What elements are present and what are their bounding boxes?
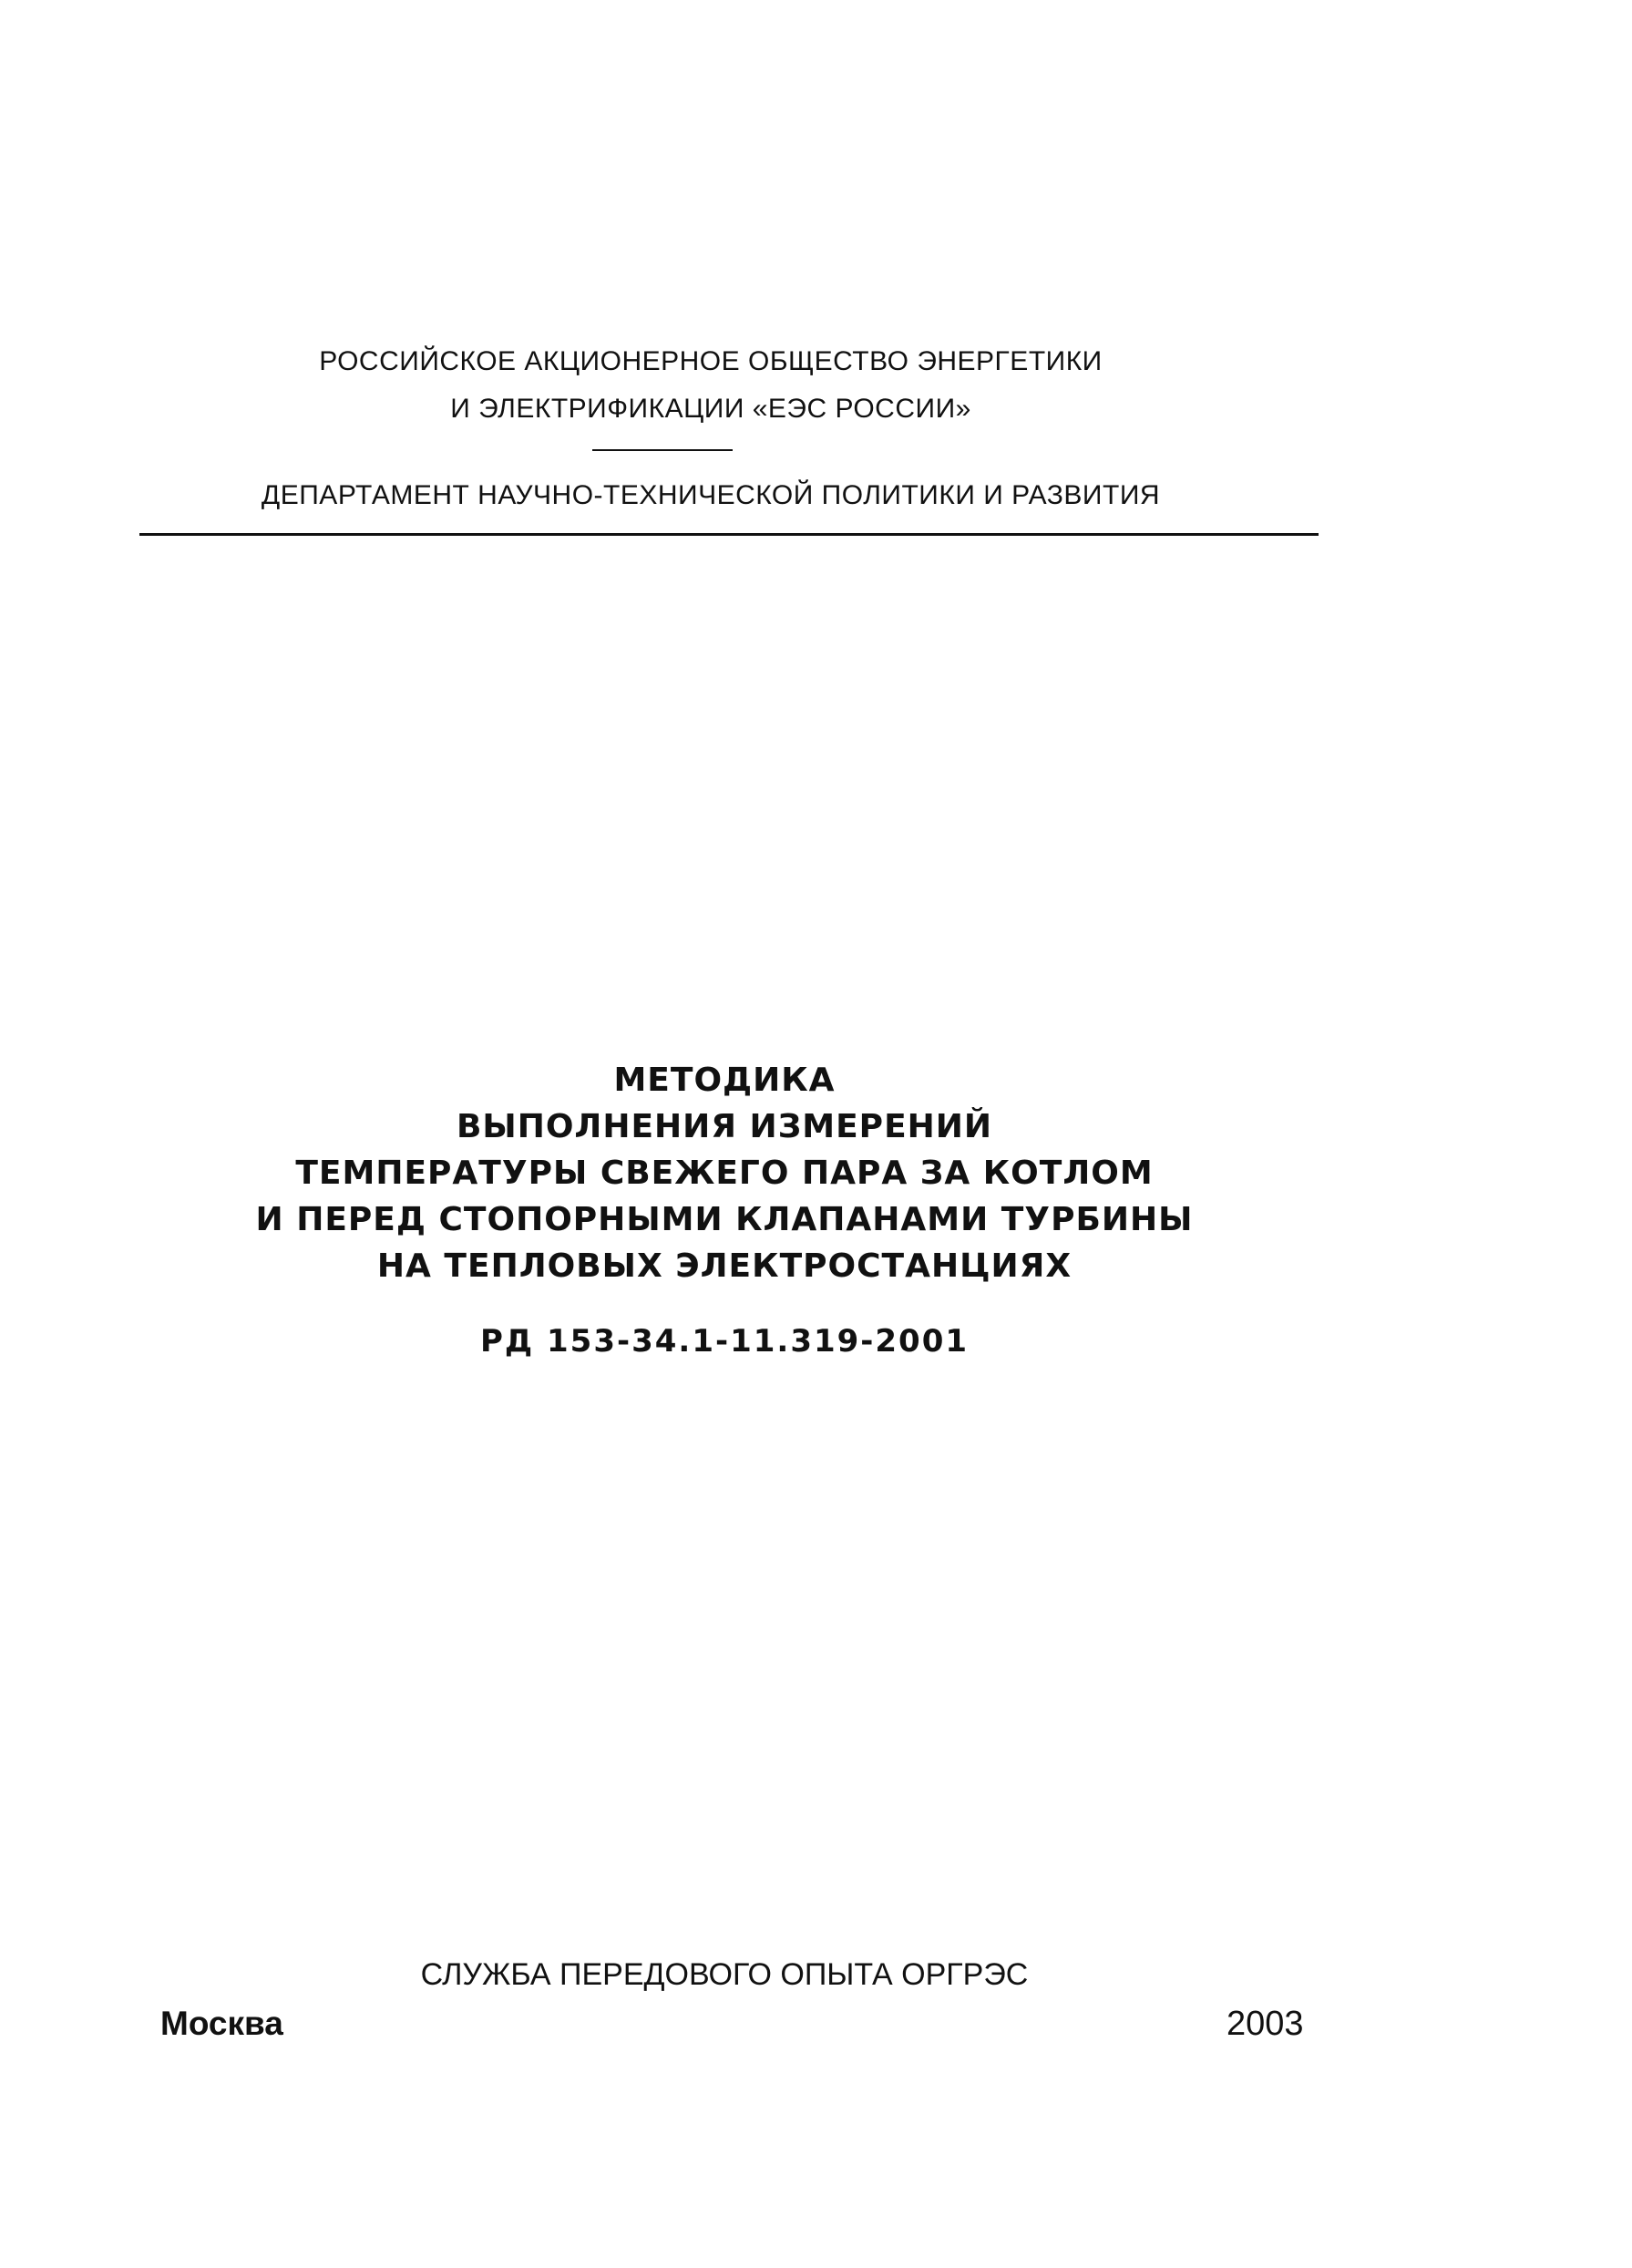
header-divider: [139, 533, 1319, 536]
document-title: [0, 1057, 1449, 1289]
document-code: РД 153-34.1-11.319-2001: [479, 1323, 970, 1360]
title-line-5: НА ТЕПЛОВЫХ ЭЛЕКТРОСТАНЦИЯХ: [376, 1247, 1073, 1285]
publication-city: Москва: [160, 2005, 283, 2042]
organization-name-line-2: И ЭЛЕКТРИФИКАЦИИ «ЕЭС РОССИИ»: [450, 394, 971, 424]
title-line-3: ТЕМПЕРАТУРЫ СВЕЖЕГО ПАРА ЗА КОТЛОМ: [295, 1155, 1154, 1192]
short-divider: [592, 449, 733, 451]
title-line-2: ВЫПОЛНЕНИЯ ИЗМЕРЕНИЙ: [456, 1108, 993, 1145]
title-line-4: И ПЕРЕД СТОПОРНЫМИ КЛАПАНАМИ ТУРБИНЫ: [255, 1201, 1194, 1238]
organization-name-line-1: РОССИЙСКОЕ АКЦИОНЕРНОЕ ОБЩЕСТВО ЭНЕРГЕТИКИ: [319, 346, 1103, 376]
department-name: ДЕПАРТАМЕНТ НАУЧНО-ТЕХНИЧЕСКОЙ ПОЛИТИКИ И РАЗВИТИЯ: [261, 480, 1161, 510]
publication-year: 2003: [1227, 2005, 1304, 2043]
title-line-1: МЕТОДИКА: [613, 1062, 836, 1099]
publisher-name: СЛУЖБА ПЕРЕДОВОГО ОПЫТА ОРГРЭС: [420, 1957, 1029, 1992]
